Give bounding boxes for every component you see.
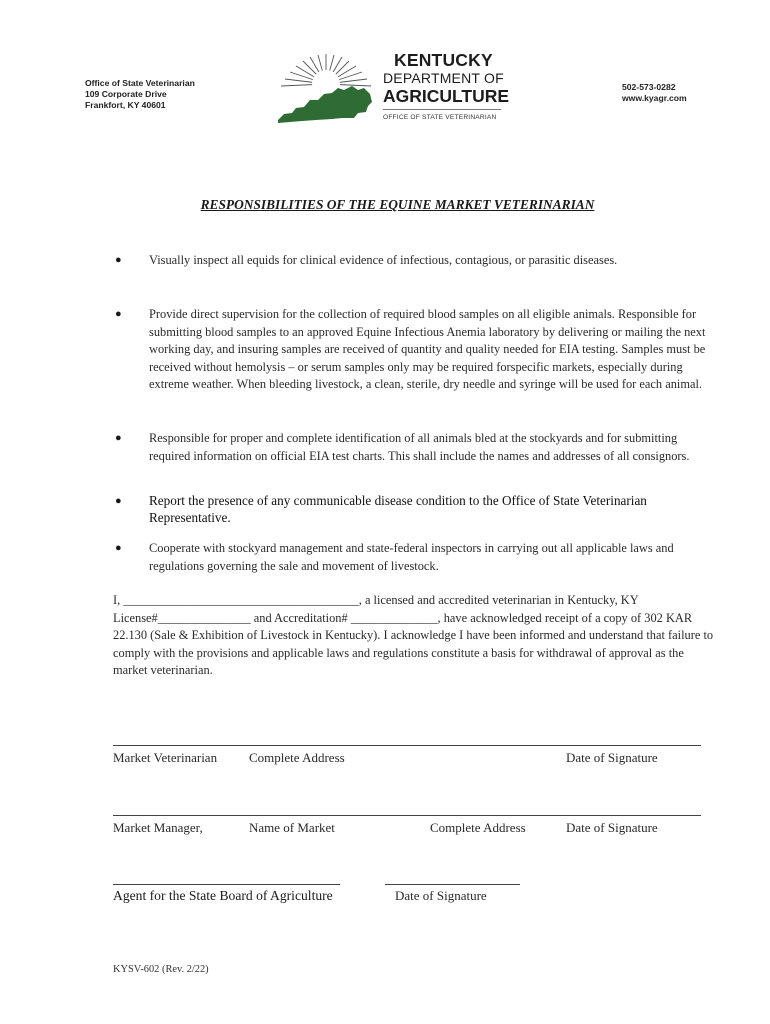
org-name-line3: AGRICULTURE (383, 86, 510, 106)
date-of-signature-label: Date of Signature (566, 750, 658, 765)
list-item-text: Report the presence of any communicable disease condition to the Office of State Veterinarian Representative. (149, 493, 647, 525)
contact-website: www.kyagr.com (622, 93, 687, 103)
signature-line[interactable] (113, 745, 701, 746)
bullet-icon: ● (115, 542, 122, 554)
complete-address-label: Complete Address (249, 750, 345, 765)
list-item-text: Cooperate with stockyard management and state-federal inspectors in carrying out all applicable laws and regulations governing the sale and movement of livestock. (149, 541, 674, 573)
bullet-icon: ● (115, 432, 122, 444)
bullet-icon: ● (115, 495, 122, 507)
office-address (85, 78, 195, 111)
market-manager-label: Market Manager, (113, 820, 203, 835)
form-number: KYSV-602 (Rev. 2/22) (113, 964, 209, 975)
complete-address-label: Complete Address (430, 820, 526, 835)
list-item-text: Provide direct supervision for the collection of required blood samples on all eligible animals. Responsible for submitting blood samples to an approved Equine Infectious Anemia laboratory by delivering or mailing the next working day, and insuring samples are received of quantity and quality needed for EIA testing. Samples must be received without hemolysis – or serum samples only may be required forspecific markets, especially during extreme weather. When bleeding livestock, a clean, sterile, dry needle and syringe will be used for each animal. (149, 307, 706, 391)
market-veterinarian-label: Market Veterinarian (113, 750, 218, 765)
office-address-line2: 109 Corporate Drive (85, 89, 167, 99)
agent-label: Agent for the State Board of Agriculture (113, 888, 333, 903)
acknowledgement-statement: I, ______________________________________, a licensed and accredited veterinarian in Kentucky, KY License#_______________ and Accreditation# ______________, have acknowledged receipt of a copy of 302 KAR 22.130 (Sale & Exhibition of Livestock in Kentucky). I acknowledge I have been informed and understand that failure to comply with the provisions and applicable laws and regulations constitute a basis for withdrawal of approval as the market veterinarian. (113, 593, 714, 677)
contact-phone: 502-573-0282 (622, 82, 676, 92)
bullet-icon: ● (115, 254, 122, 266)
date-of-signature-label: Date of Signature (395, 888, 487, 903)
contact-info (622, 82, 687, 104)
agent-date-line[interactable] (385, 884, 520, 885)
name-of-market-label: Name of Market (249, 820, 335, 835)
signature-line[interactable] (113, 815, 701, 816)
office-address-line1: Office of State Veterinarian (85, 78, 195, 88)
date-of-signature-label: Date of Signature (566, 820, 658, 835)
kentucky-logo-icon (272, 50, 380, 130)
bullet-icon: ● (115, 308, 122, 320)
document-title: RESPONSIBILITIES OF THE EQUINE MARKET VETERINARIAN (200, 197, 595, 212)
list-item-text: Visually inspect all equids for clinical evidence of infectious, contagious, or parasitic diseases. (149, 253, 618, 267)
list-item-text: Responsible for proper and complete identification of all animals bled at the stockyards and for submitting required information on official EIA test charts. This shall include the names and addresses of all consignors. (149, 431, 690, 463)
org-name-line1: KENTUCKY (394, 50, 493, 70)
agent-signature-line[interactable] (113, 884, 340, 885)
org-name-line2: DEPARTMENT OF (383, 70, 504, 86)
office-address-line3: Frankfort, KY 40601 (85, 100, 166, 110)
org-subtitle: OFFICE OF STATE VETERINARIAN (383, 114, 497, 121)
org-divider (383, 109, 501, 110)
